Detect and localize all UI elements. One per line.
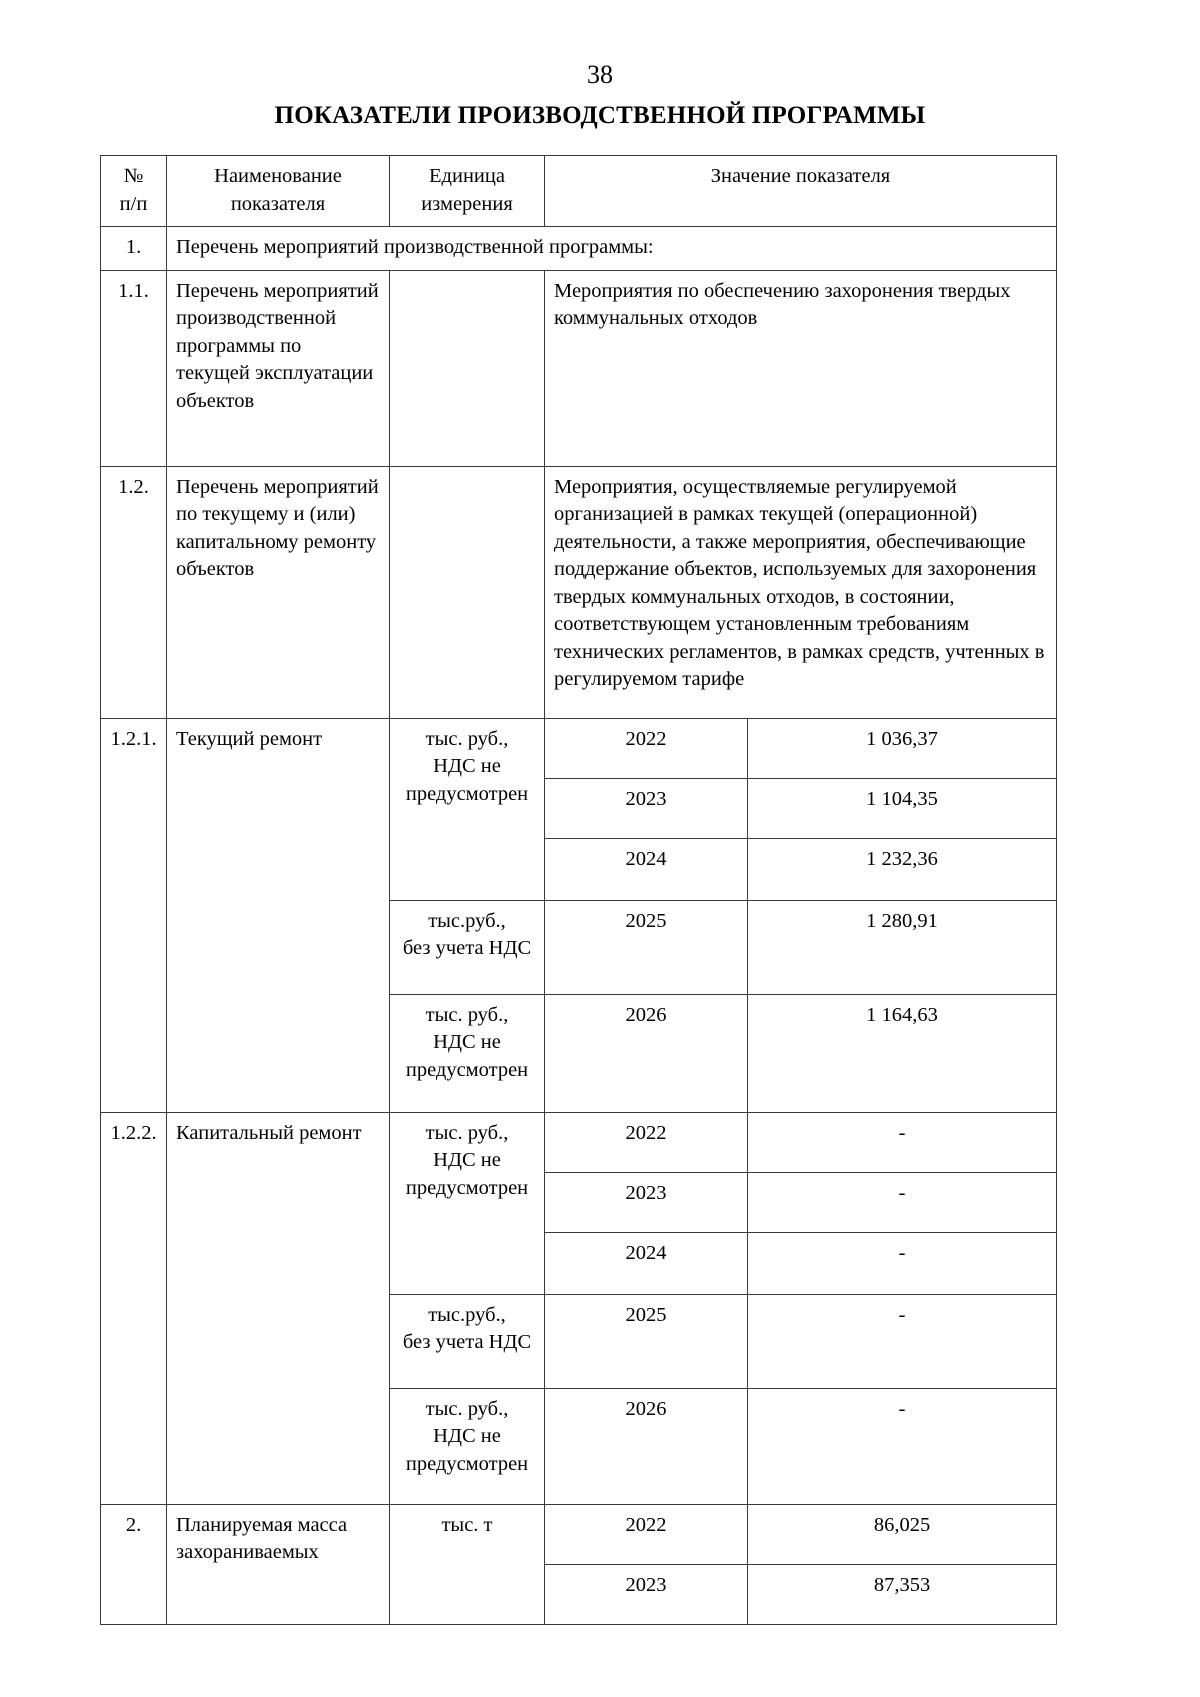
row-1-1-number: 1.1. <box>101 270 167 466</box>
unit-line-2: НДС не <box>433 1425 501 1447</box>
row-1-2-1-year-2023: 2023 <box>545 778 748 838</box>
unit-line-3: предусмотрен <box>405 782 529 805</box>
table-row-1-2-2-2022 <box>101 1112 1057 1172</box>
row-1-2-1-unit-without-nds <box>390 900 545 994</box>
unit-line-2: без учета НДС <box>402 937 532 959</box>
row-1-2-1-year-2024: 2024 <box>545 838 748 900</box>
row-2-number: 2. <box>101 1504 167 1624</box>
row-1-2-2-value-2022: - <box>748 1112 1057 1172</box>
table-row-1-2-1-2022 <box>101 718 1057 778</box>
row-1-2-2-year-2022: 2022 <box>545 1112 748 1172</box>
row-2-value-2023: 87,353 <box>748 1564 1057 1624</box>
header-name-line2: показателя <box>230 192 326 215</box>
row-1-2-1-unit-nds-not-provided-2 <box>390 994 545 1112</box>
row-1-1-value: Мероприятия по обеспечению захоронения твердых коммунальных отходов <box>545 270 1057 466</box>
row-1-2-unit <box>390 466 545 718</box>
header-cell-value: Значение показателя <box>545 156 1057 227</box>
header-unit-line1: Единица <box>429 165 505 187</box>
table-row-1 <box>101 227 1057 271</box>
row-2-name: Планируемая масса захораниваемых <box>167 1504 390 1624</box>
unit-line-1: тыс. руб., <box>425 727 509 750</box>
row-2-value-2022: 86,025 <box>748 1504 1057 1564</box>
row-1-2-2-year-2026: 2026 <box>545 1388 748 1504</box>
row-1-2-1-value-2026: 1 164,63 <box>748 994 1057 1112</box>
header-unit-line2: измерения <box>421 192 513 215</box>
row-1-2-1-value-2023: 1 104,35 <box>748 778 1057 838</box>
table-header-row <box>101 156 1057 227</box>
unit-line-1: тыс.руб., <box>428 1303 506 1326</box>
row-2-unit: тыс. т <box>390 1504 545 1624</box>
row-1-2-1-value-2022: 1 036,37 <box>748 718 1057 778</box>
header-cell-name <box>167 156 390 227</box>
unit-line-1: тыс. руб., <box>425 1003 509 1026</box>
row-1-2-2-value-2024: - <box>748 1232 1057 1294</box>
page-number: 38 <box>587 60 613 89</box>
row-1-2-1-number: 1.2.1. <box>101 718 167 1112</box>
row-1-2-1-unit-nds-not-provided <box>390 718 545 900</box>
unit-line-3: предусмотрен <box>405 1452 529 1475</box>
unit-line-3: предусмотрен <box>405 1176 529 1199</box>
row-1-2-2-unit-without-nds <box>390 1294 545 1388</box>
row-1-2-2-value-2026: - <box>748 1388 1057 1504</box>
unit-line-1: тыс. руб., <box>425 1121 509 1144</box>
unit-line-2: НДС не <box>433 1031 501 1053</box>
row-1-2-1-year-2022: 2022 <box>545 718 748 778</box>
row-1-2-1-year-2026: 2026 <box>545 994 748 1112</box>
production-program-table <box>100 155 1057 1625</box>
unit-line-2: без учета НДС <box>402 1331 532 1353</box>
row-1-2-2-value-2023: - <box>748 1172 1057 1232</box>
row-1-1-unit <box>390 270 545 466</box>
table-row-2-2022 <box>101 1504 1057 1564</box>
header-cell-number <box>101 156 167 227</box>
row-1-2-1-name: Текущий ремонт <box>167 718 390 1112</box>
row-1-2-2-year-2024: 2024 <box>545 1232 748 1294</box>
header-name-line1: Наименование <box>214 165 342 187</box>
unit-line-2: НДС не <box>433 1149 501 1171</box>
row-1-number: 1. <box>101 227 167 271</box>
unit-line-1: тыс. руб., <box>425 1397 509 1420</box>
page-title: ПОКАЗАТЕЛИ ПРОИЗВОДСТВЕННОЙ ПРОГРАММЫ <box>274 102 926 129</box>
unit-line-3: предусмотрен <box>405 1058 529 1081</box>
row-1-2-name: Перечень мероприятий по текущему и (или) капитальному ремонту объектов <box>167 466 390 718</box>
production-program-table-wrapper <box>100 155 1056 1625</box>
header-cell-unit <box>390 156 545 227</box>
row-2-year-2023: 2023 <box>545 1564 748 1624</box>
row-1-2-2-unit-nds-not-provided-2 <box>390 1388 545 1504</box>
row-2-year-2022: 2022 <box>545 1504 748 1564</box>
table-row-1-1 <box>101 270 1057 466</box>
unit-line-2: НДС не <box>433 755 501 777</box>
row-1-2-2-name: Капитальный ремонт <box>167 1112 390 1504</box>
row-1-2-2-year-2023: 2023 <box>545 1172 748 1232</box>
row-1-2-1-value-2025: 1 280,91 <box>748 900 1057 994</box>
row-1-2-number: 1.2. <box>101 466 167 718</box>
row-1-2-value: Мероприятия, осуществляемые регулируемой организацией в рамках текущей (операционной) деятельности, а также мероприятия, обеспечивающие поддержание объектов, используемых для захоронения твердых коммунальных отходов, в состоянии, соответствующем установленным требованиям технических регламентов, в рамках средств, учтенных в регулируемом тарифе <box>545 466 1057 718</box>
row-1-2-2-year-2025: 2025 <box>545 1294 748 1388</box>
row-1-2-2-value-2025: - <box>748 1294 1057 1388</box>
header-number-line2: п/п <box>119 192 148 215</box>
row-1-text: Перечень мероприятий производственной программы: <box>167 227 1057 271</box>
row-1-1-name: Перечень мероприятий производственной программы по текущей эксплуатации объектов <box>167 270 390 466</box>
unit-line-1: тыс.руб., <box>428 909 506 932</box>
table-row-1-2 <box>101 466 1057 718</box>
header-number-line1: № <box>123 165 144 187</box>
row-1-2-2-unit-nds-not-provided <box>390 1112 545 1294</box>
row-1-2-1-year-2025: 2025 <box>545 900 748 994</box>
row-1-2-1-value-2024: 1 232,36 <box>748 838 1057 900</box>
row-1-2-2-number: 1.2.2. <box>101 1112 167 1504</box>
